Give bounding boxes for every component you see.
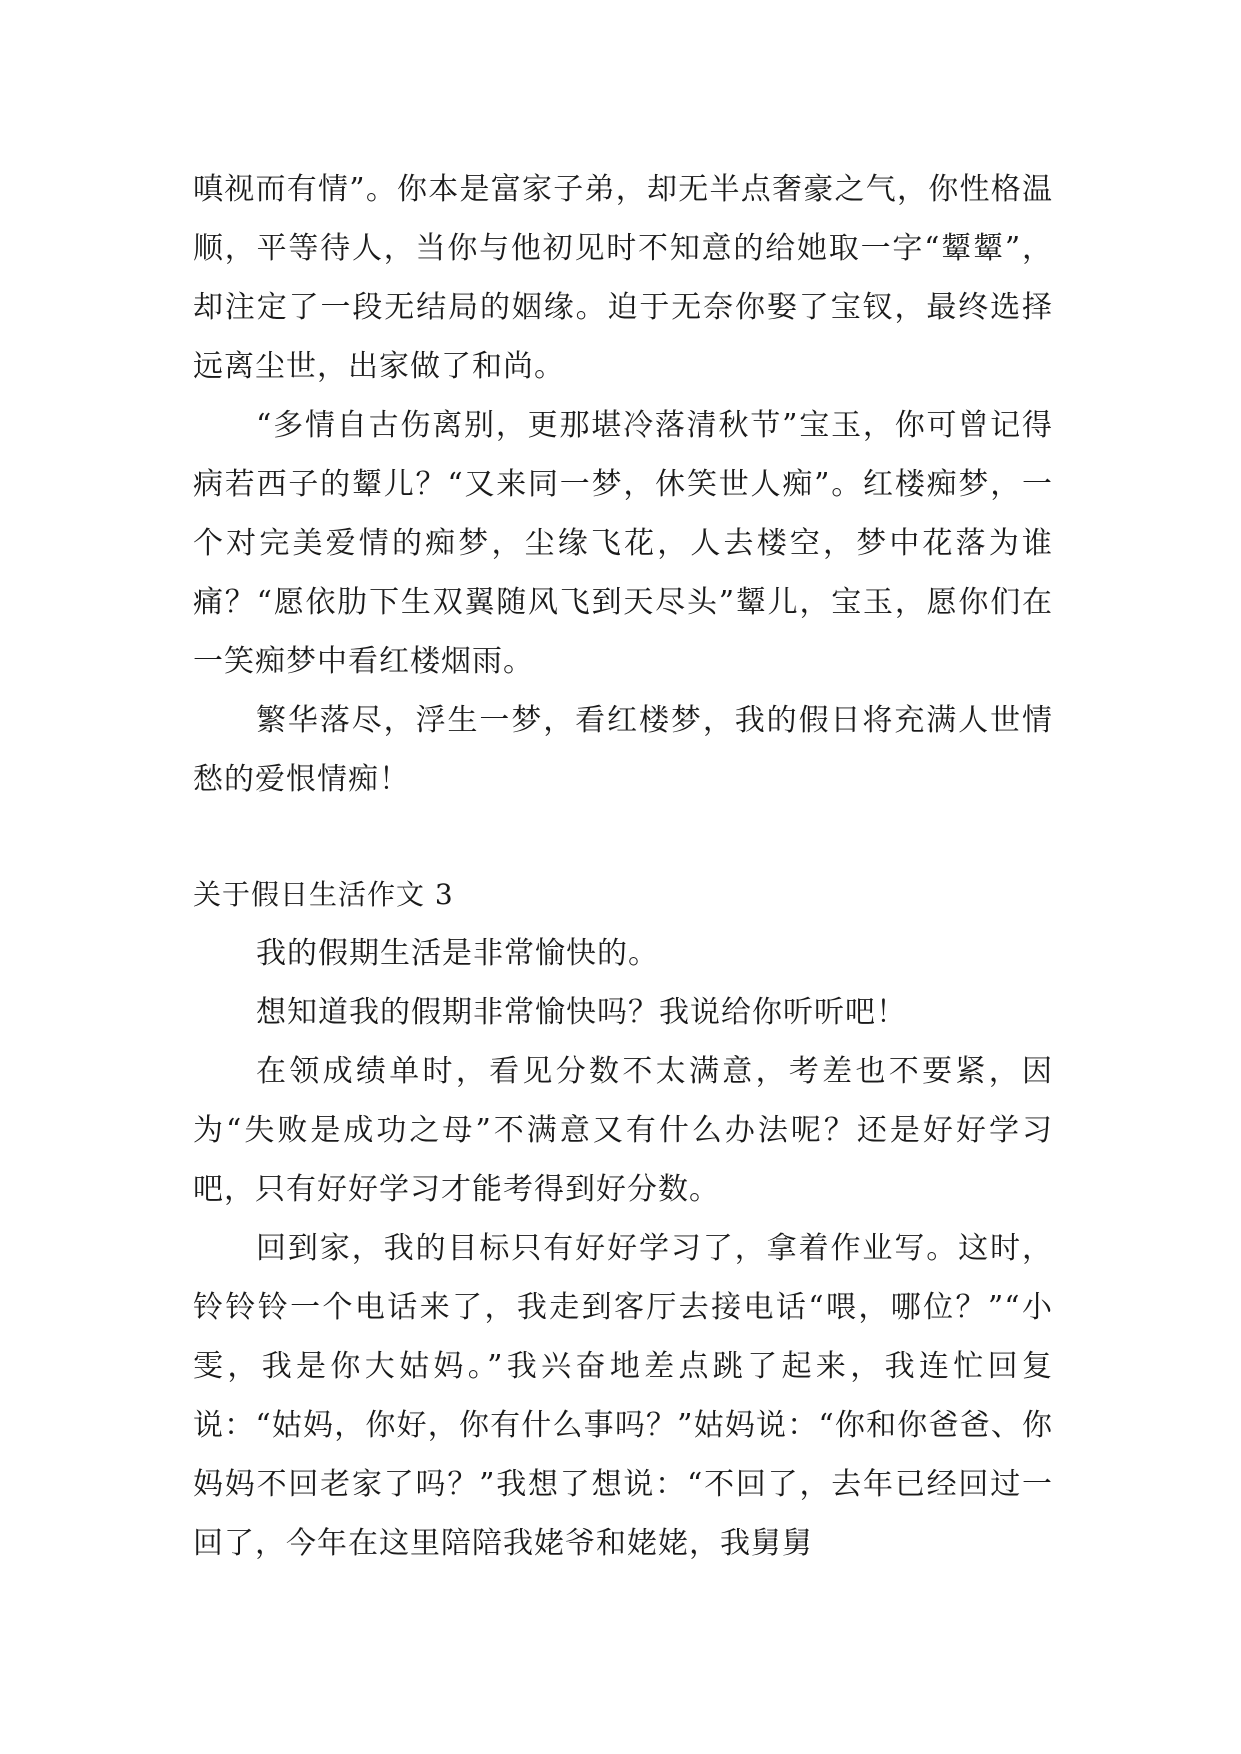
paragraph: “多情自古伤离别，更那堪冷落清秋节”宝玉，你可曾记得病若西子的颦儿？“又来同一梦，休笑世人痴”。红楼痴梦，一个对完美爱情的痴梦，尘缘飞花，人去楼空，梦中花落为谁痛？“愿依肋下生双翼随风飞到天尽头”颦儿，宝玉，愿你们在一笑痴梦中看红楼烟雨。 xyxy=(193,408,1053,679)
paragraph: 繁华落尽，浮生一梦，看红楼梦，我的假日将充满人世情愁的爱恨情痴！ xyxy=(193,703,1053,797)
document-body xyxy=(193,160,1053,1573)
paragraph: 在领成绩单时，看见分数不太满意，考差也不要紧，因为“失败是成功之母”不满意又有什么办法呢？还是好好学习吧，只有好好学习才能考得到好分数。 xyxy=(193,1054,1053,1207)
paragraph: 想知道我的假期非常愉快吗？我说给你听听吧！ xyxy=(256,995,907,1030)
paragraph: 回到家，我的目标只有好好学习了，拿着作业写。这时，铃铃铃一个电话来了，我走到客厅去接电话“喂，哪位？”“小雯，我是你大姑妈。”我兴奋地差点跳了起来，我连忙回复说：“姑妈，你好，你有什么事吗？”姑妈说：“你和你爸爸、你妈妈不回老家了吗？”我想了想说：“不回了，去年已经回过一回了，今年在这里陪陪我姥爷和姥姥，我舅舅 xyxy=(193,1231,1053,1561)
section-title: 关于假日生活作文 3 xyxy=(193,878,454,911)
paragraph: 我的假期生活是非常愉快的。 xyxy=(256,936,659,971)
paragraph-continued: 嗔视而有情”。你本是富家子弟，却无半点奢豪之气，你性格温顺，平等待人，当你与他初见时不知意的给她取一字“颦颦”，却注定了一段无结局的姻缘。迫于无奈你娶了宝钗，最终选择远离尘世，出家做了和尚。 xyxy=(193,172,1053,384)
